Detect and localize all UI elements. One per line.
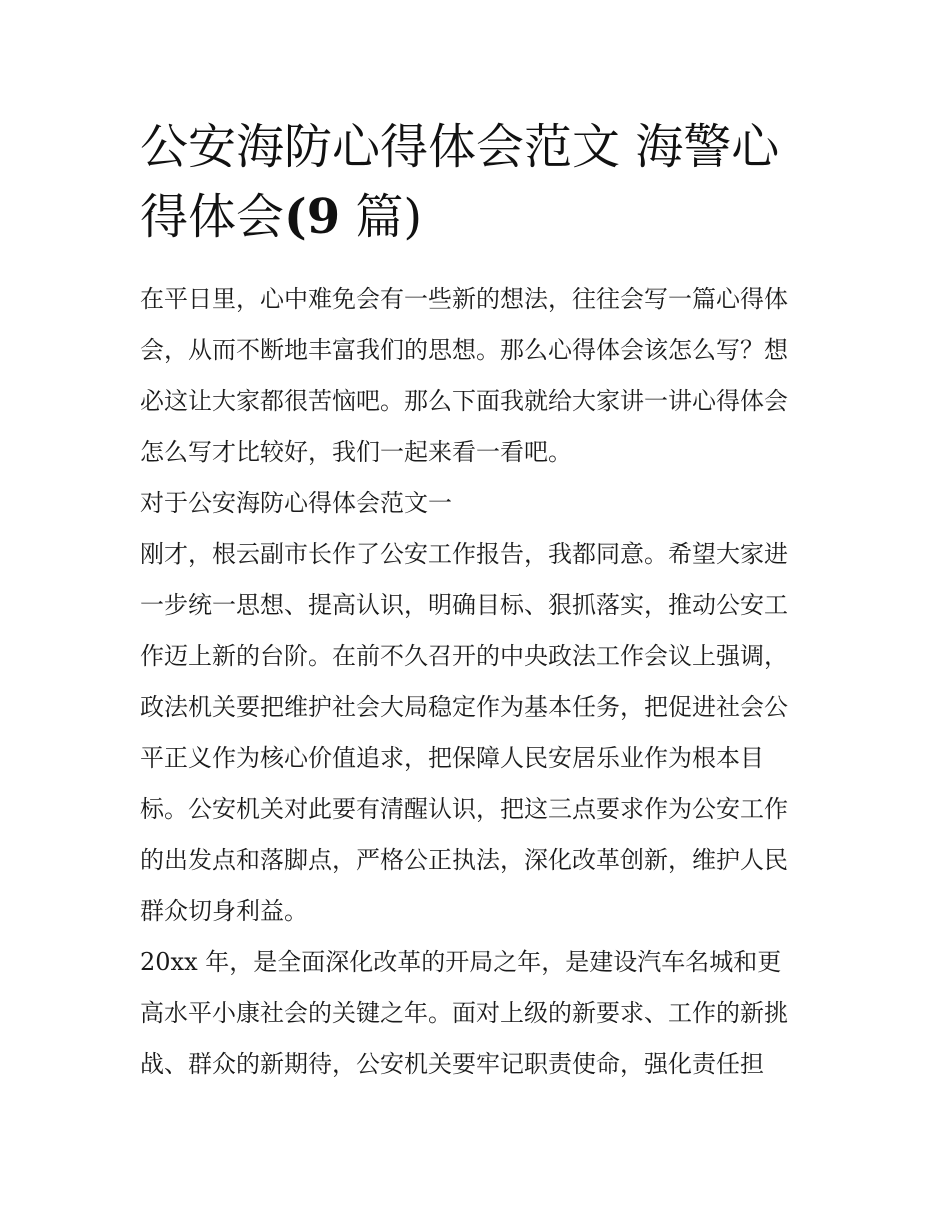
text-line: 会，从而不断地丰富我们的思想。那么心得体会该怎么写？想 [140,336,788,364]
title-prefix: 得体会 [140,189,285,245]
text-line: 标。公安机关对此要有清醒认识，把这三点要求作为公安工作 [140,795,788,823]
text-line: 刚才，根云副市长作了公安工作报告，我都同意。希望大家进 [140,540,788,568]
text-line: 高水平小康社会的关键之年。面对上级的新要求、工作的新挑 [140,999,788,1027]
text-line: 一步统一思想、提高认识，明确目标、狠抓落实，推动公安工 [140,591,788,619]
document-body [140,274,815,1090]
text-line: 平正义作为核心价值追求，把保障人民安居乐业作为根本目 [140,744,764,772]
title-line-2 [140,182,815,252]
text-line: 战、群众的新期待，公安机关要牢记职责使命，强化责任担 [140,1050,764,1078]
paragraph-speech [140,529,815,937]
text-line: 在平日里，心中难免会有一些新的想法，往往会写一篇心得体 [140,285,788,313]
document-content [140,112,815,1090]
title-count: (9 [284,189,341,245]
text-line: 必这让大家都很苦恼吧。那么下面我就给大家讲一讲心得体会 [140,387,788,415]
text-line: 怎么写才比较好，我们一起来看一看吧。 [140,438,572,466]
title-suffix: 篇) [355,189,423,245]
text-line: 对于公安海防心得体会范文一 [140,489,452,517]
paragraph-year [140,937,815,1090]
text-line: 政法机关要把维护社会大局稳定作为基本任务，把促进社会公 [140,693,788,721]
text-line: 的出发点和落脚点，严格公正执法，深化改革创新，维护人民 [140,846,788,874]
text-line: 作迈上新的台阶。在前不久召开的中央政法工作会议上强调， [140,642,788,670]
section-heading [140,478,815,529]
text-line: 群众切身利益。 [140,897,308,925]
text-line: 20xx 年，是全面深化改革的开局之年，是建设汽车名城和更 [140,948,782,976]
document-title [140,112,815,252]
title-line-1: 公安海防心得体会范文 海警心 [140,119,780,175]
paragraph-intro [140,274,815,478]
